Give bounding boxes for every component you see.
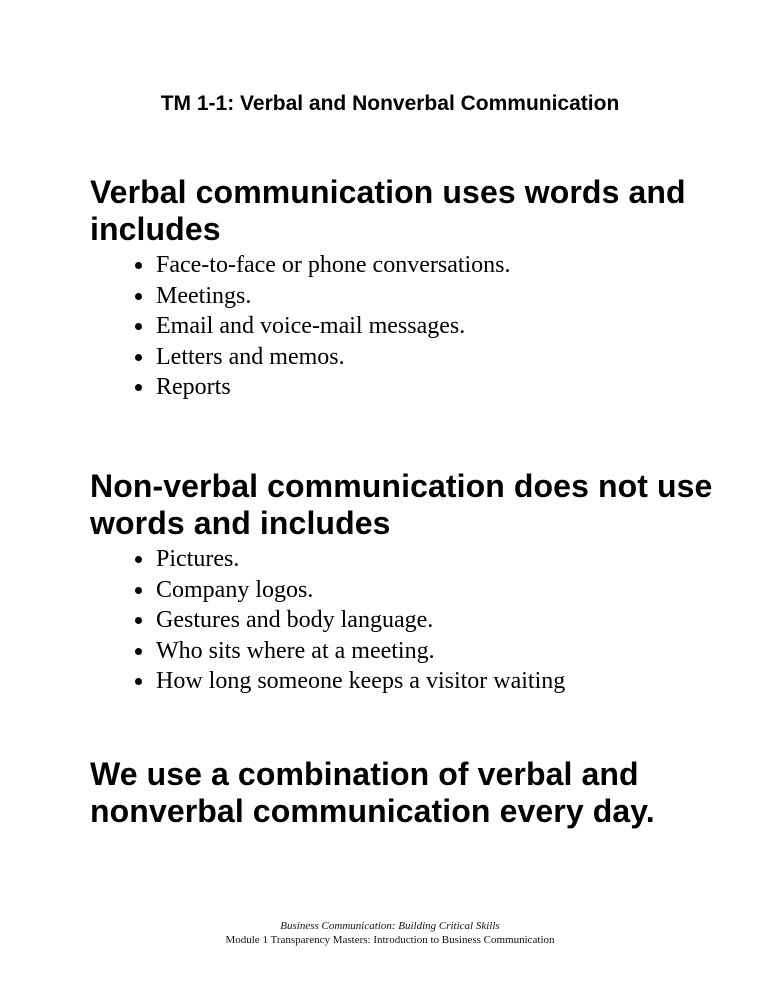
section-heading: Non-verbal communication does not use words and includes [90,468,713,541]
bullet-icon [135,384,142,391]
section-verbal-communication [90,174,730,403]
list-item: Pictures. [135,544,730,575]
list-item: Company logos. [135,575,730,606]
bullet-icon [135,262,142,269]
bullet-icon [135,354,142,361]
footer-module-title: Module 1 Transparency Masters: Introduction to Business Communication [225,934,555,946]
list-item: Email and voice-mail messages. [135,311,730,342]
section-nonverbal-communication [90,468,730,697]
list-item: Reports [135,372,730,403]
bullet-icon [135,617,142,624]
section-heading: Verbal communication uses words and includes [90,174,686,247]
list-item: How long someone keeps a visitor waiting [135,666,730,697]
page-footer [0,919,768,947]
list-item: Who sits where at a meeting. [135,636,730,667]
list-item: Gestures and body language. [135,605,730,636]
list-item: Face-to-face or phone conversations. [135,250,730,281]
bullet-icon [135,678,142,685]
bullet-icon [135,648,142,655]
bullet-list [90,250,730,403]
bullet-icon [135,587,142,594]
bullet-icon [135,556,142,563]
bullet-icon [135,293,142,300]
summary-statement: We use a combination of verbal and nonverbal communication every day. [90,756,655,829]
list-item: Letters and memos. [135,342,730,373]
bullet-list [90,544,730,697]
page-title: TM 1-1: Verbal and Nonverbal Communication [160,92,620,115]
list-item: Meetings. [135,281,730,312]
section-summary [90,756,730,830]
bullet-icon [135,323,142,330]
footer-book-title: Business Communication: Building Critical Skills [280,920,500,932]
